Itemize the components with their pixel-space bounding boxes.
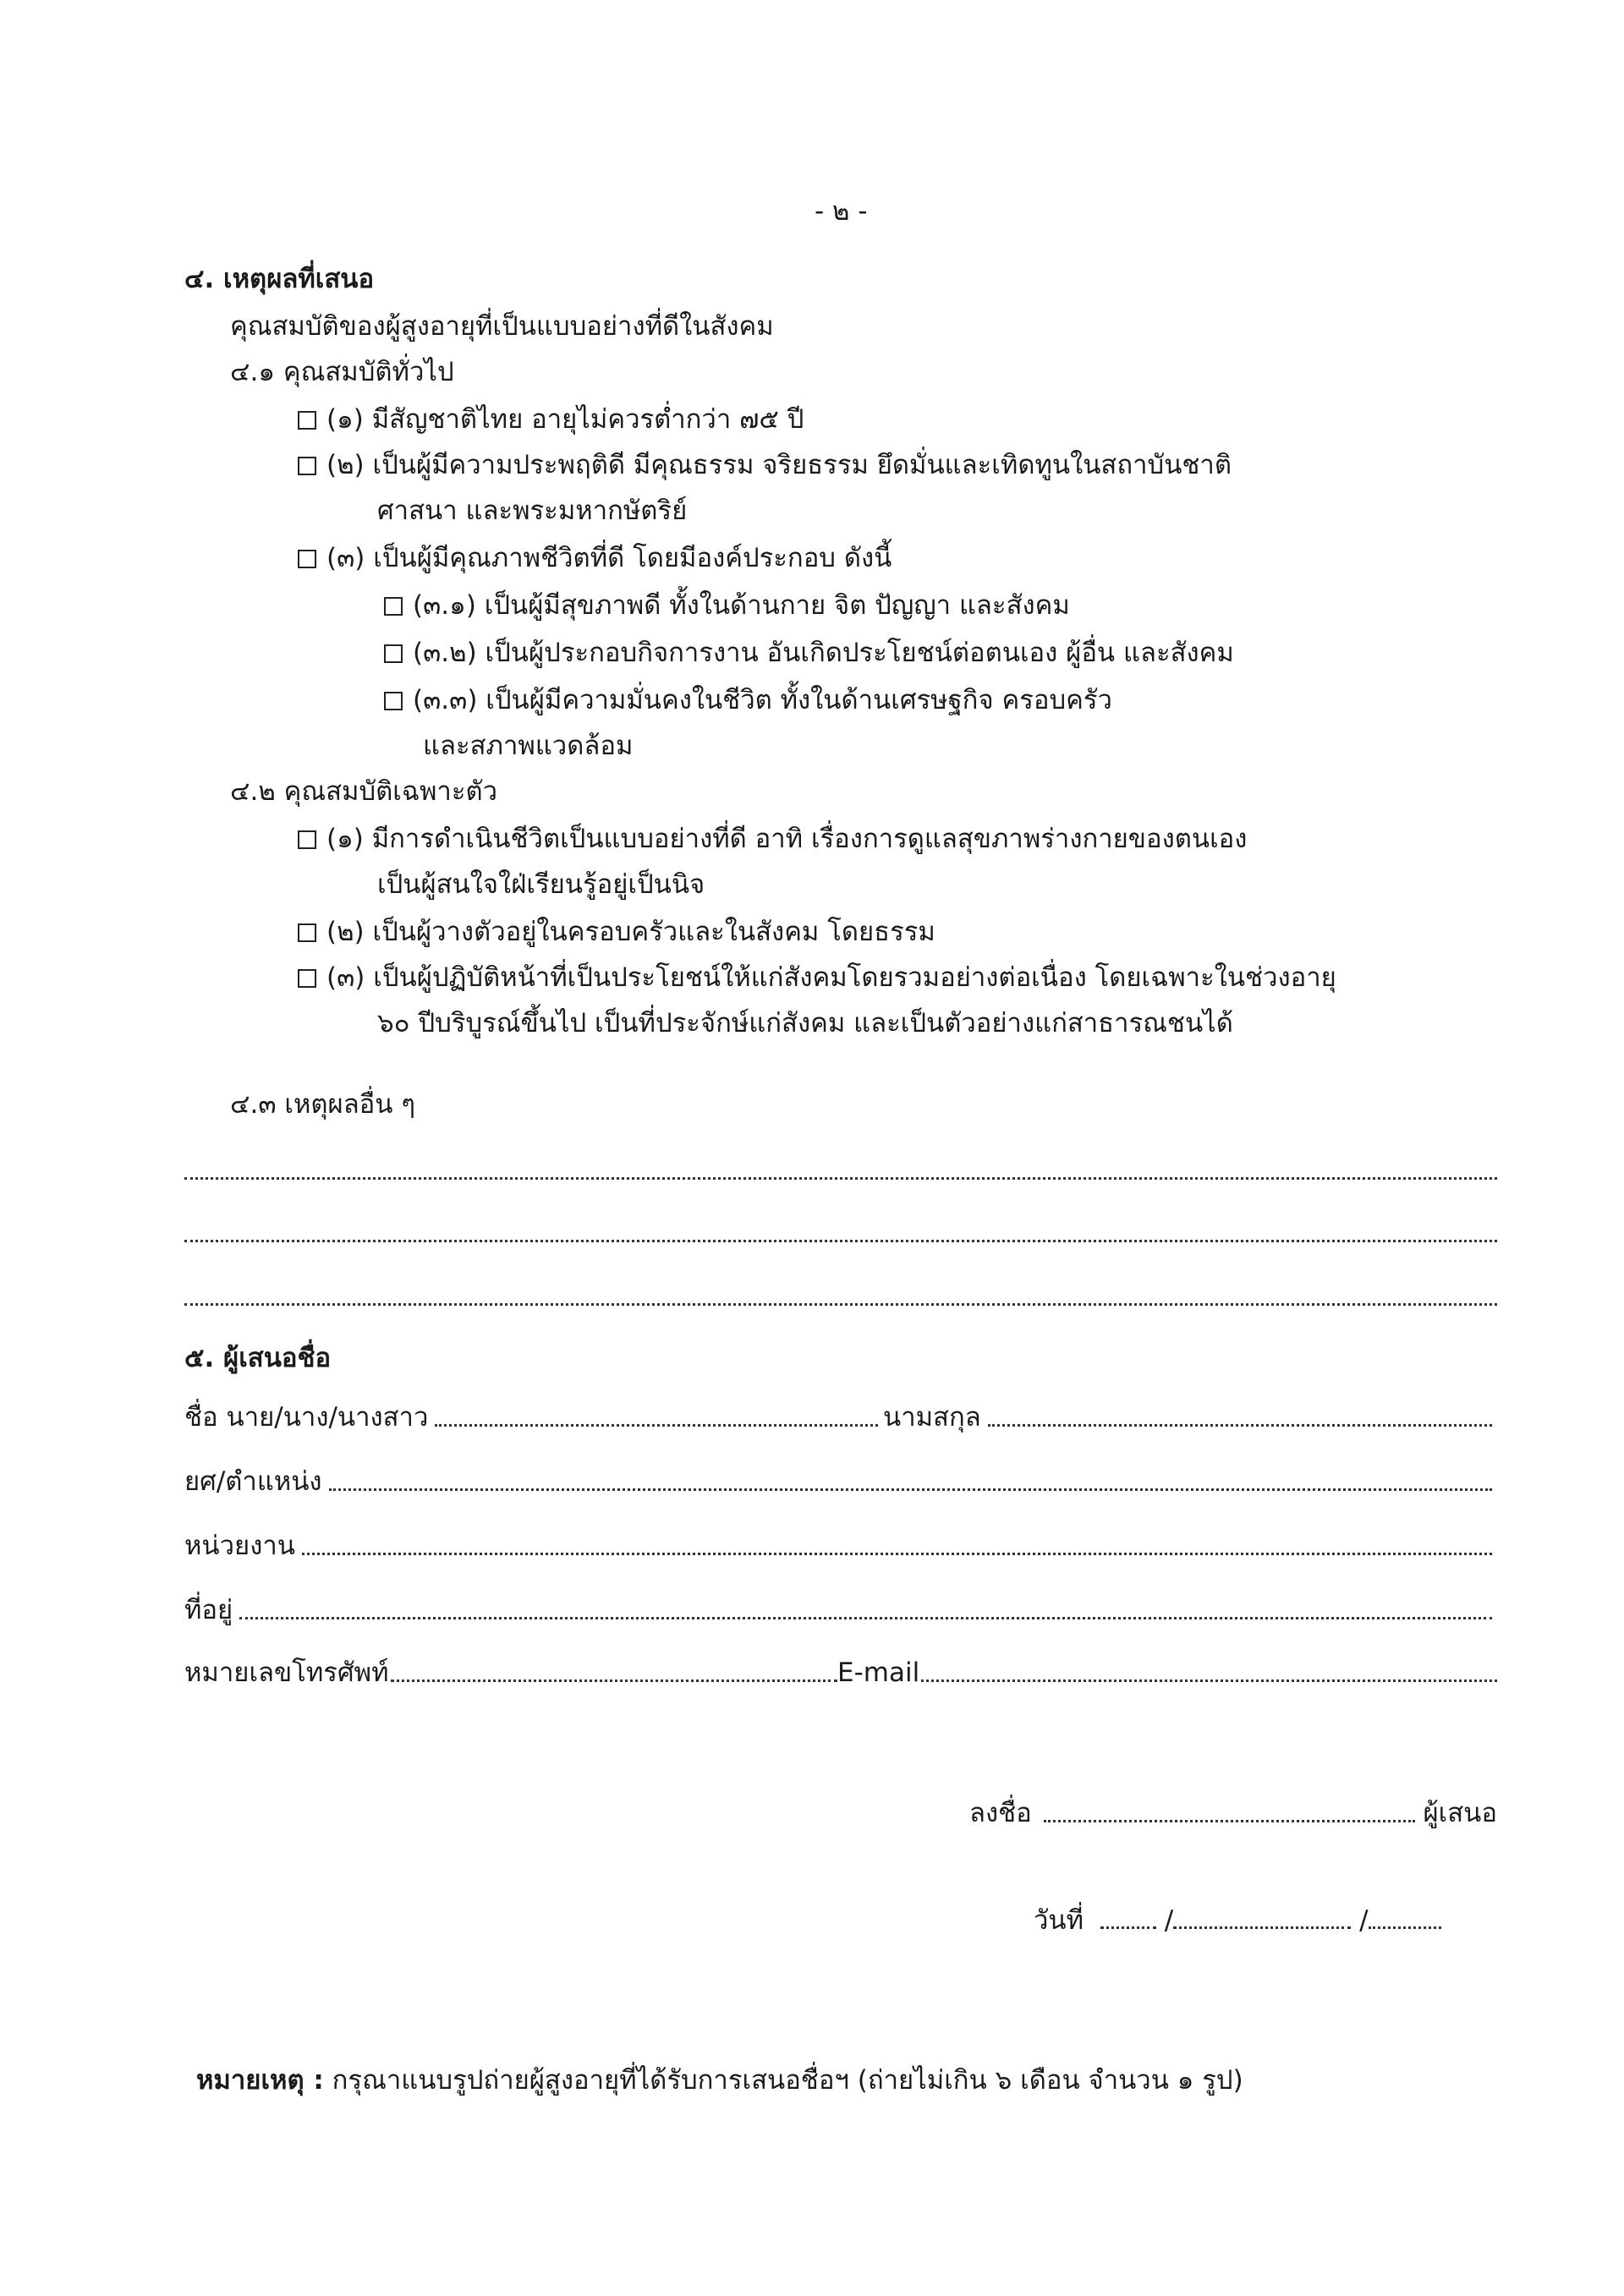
general-item-3-2-checkbox[interactable]: [384, 644, 403, 663]
general-item-3-3: [384, 683, 1112, 717]
general-item-3-1-text: (๓.๑) เป็นผู้มีสุขภาพดี ทั้งในด้านกาย จิต ปัญญา และสังคม: [413, 590, 1070, 621]
general-item-2: [298, 448, 1232, 482]
general-item-3-3-text: (๓.๓) เป็นผู้มีความมั่นคงในชีวิต ทั้งในด้านเศรษฐกิจ ครอบครัว: [413, 685, 1112, 715]
unit-field[interactable]: [184, 1529, 1497, 1563]
phone-field[interactable]: [184, 1656, 837, 1690]
section-4-heading: ๔. เหตุผลที่เสนอ: [184, 264, 375, 294]
date-field[interactable]: วันที่ / /: [1034, 1901, 1441, 1937]
specific-item-3-checkbox[interactable]: [298, 969, 316, 988]
email-label: E-mail: [837, 1658, 920, 1688]
general-item-2-text: (๒) เป็นผู้มีความประพฤติดี มีคุณธรรม จริยธรรม ยึดมั่นและเทิดทูนในสถาบันชาติ: [326, 450, 1232, 480]
email-field[interactable]: [837, 1656, 1497, 1690]
date-month-blank[interactable]: [1173, 1901, 1351, 1929]
general-item-3-1: [384, 589, 1070, 622]
general-item-1-text: (๑) มีสัญชาติไทย อายุไม่ควรต่ำกว่า ๗๕ ปี: [326, 404, 804, 435]
general-item-3-1-checkbox[interactable]: [384, 597, 403, 616]
specific-item-3-continuation: ๖๐ ปีบริบูรณ์ขึ้นไป เป็นที่ประจักษ์แก่สังคม และเป็นตัวอย่างแก่สาธารณชนได้: [377, 1008, 1233, 1038]
general-item-3-3-checkbox[interactable]: [384, 692, 403, 710]
general-item-1: [298, 403, 804, 436]
general-qualifications-heading: ๔.๑ คุณสมบัติทั่วไป: [230, 357, 454, 387]
general-item-2-continuation: ศาสนา และพระมหากษัตริย์: [377, 496, 688, 526]
date-label: วันที่: [1034, 1905, 1084, 1936]
unit-label: หน่วยงาน: [184, 1531, 295, 1561]
phone-label: หมายเลขโทรศัพท์: [184, 1658, 389, 1688]
specific-item-1: [298, 822, 1247, 856]
general-item-1-checkbox[interactable]: [298, 411, 316, 430]
note-text: กรุณาแนบรูปถ่ายผู้สูงอายุที่ได้รับการเสนอชื่อฯ (ถ่ายไม่เกิน ๖ เดือน จำนวน ๑ รูป): [332, 2065, 1243, 2096]
date-year-blank[interactable]: [1369, 1901, 1441, 1929]
page-number: - ๒ -: [815, 196, 868, 227]
specific-item-1-text: (๑) มีการดำเนินชีวิตเป็นแบบอย่างที่ดี อาทิ เรื่องการดูแลสุขภาพร่างกายของตนเอง: [326, 824, 1248, 854]
address-field[interactable]: [184, 1593, 1497, 1627]
specific-item-2: [298, 915, 935, 949]
general-item-2-checkbox[interactable]: [298, 457, 316, 475]
signature-field[interactable]: [969, 1796, 1497, 1830]
address-label: ที่อยู่: [184, 1595, 233, 1625]
specific-item-2-text: (๒) เป็นผู้วางตัวอยู่ในครอบครัวและในสังคม โดยธรรม: [326, 917, 935, 947]
specific-item-3: [298, 961, 1336, 995]
specific-item-2-checkbox[interactable]: [298, 923, 316, 942]
note-label: หมายเหตุ :: [196, 2065, 324, 2096]
general-item-3-text: (๓) เป็นผู้มีคุณภาพชีวิตที่ดี โดยมีองค์ประกอบ ดังนี้: [326, 543, 892, 573]
other-reasons-line-2[interactable]: [184, 1240, 1497, 1242]
other-reasons-line-1[interactable]: [184, 1177, 1497, 1180]
position-label: ยศ/ตำแหน่ง: [184, 1466, 322, 1497]
surname-label: นามสกุล: [883, 1402, 981, 1433]
general-item-3-3-continuation: และสภาพแวดล้อม: [423, 731, 634, 761]
specific-qualifications-heading: ๔.๒ คุณสมบัติเฉพาะตัว: [230, 776, 498, 807]
specific-item-1-continuation: เป็นผู้สนใจใฝ่เรียนรู้อยู่เป็นนิจ: [377, 869, 705, 900]
general-item-3: [298, 541, 892, 575]
section-4-intro: คุณสมบัติของผู้สูงอายุที่เป็นแบบอย่างที่ดีในสังคม: [230, 311, 774, 342]
other-reasons-heading: ๔.๓ เหตุผลอื่น ๆ: [230, 1089, 415, 1120]
position-field[interactable]: [184, 1465, 1497, 1499]
general-item-3-checkbox[interactable]: [298, 550, 316, 568]
general-item-3-2-text: (๓.๒) เป็นผู้ประกอบกิจการงาน อันเกิดประโยชน์ต่อตนเอง ผู้อื่น และสังคม: [413, 638, 1234, 668]
note: [196, 2063, 1243, 2097]
name-field[interactable]: [184, 1400, 883, 1434]
specific-item-1-checkbox[interactable]: [298, 830, 316, 849]
signature-label: ลงชื่อ: [969, 1798, 1032, 1828]
other-reasons-line-3[interactable]: [184, 1303, 1497, 1306]
date-day-blank[interactable]: [1100, 1901, 1156, 1929]
section-5-heading: ๕. ผู้เสนอชื่อ: [184, 1343, 332, 1373]
specific-item-3-text: (๓) เป็นผู้ปฏิบัติหน้าที่เป็นประโยชน์ให้แก่สังคมโดยรวมอย่างต่อเนื่อง โดยเฉพาะในช่วงอายุ: [326, 962, 1336, 993]
name-label: ชื่อ นาย/นาง/นางสาว: [184, 1402, 429, 1433]
general-item-3-2: [384, 636, 1234, 670]
proposer-label: ผู้เสนอ: [1423, 1798, 1497, 1828]
surname-field[interactable]: [883, 1400, 1497, 1434]
